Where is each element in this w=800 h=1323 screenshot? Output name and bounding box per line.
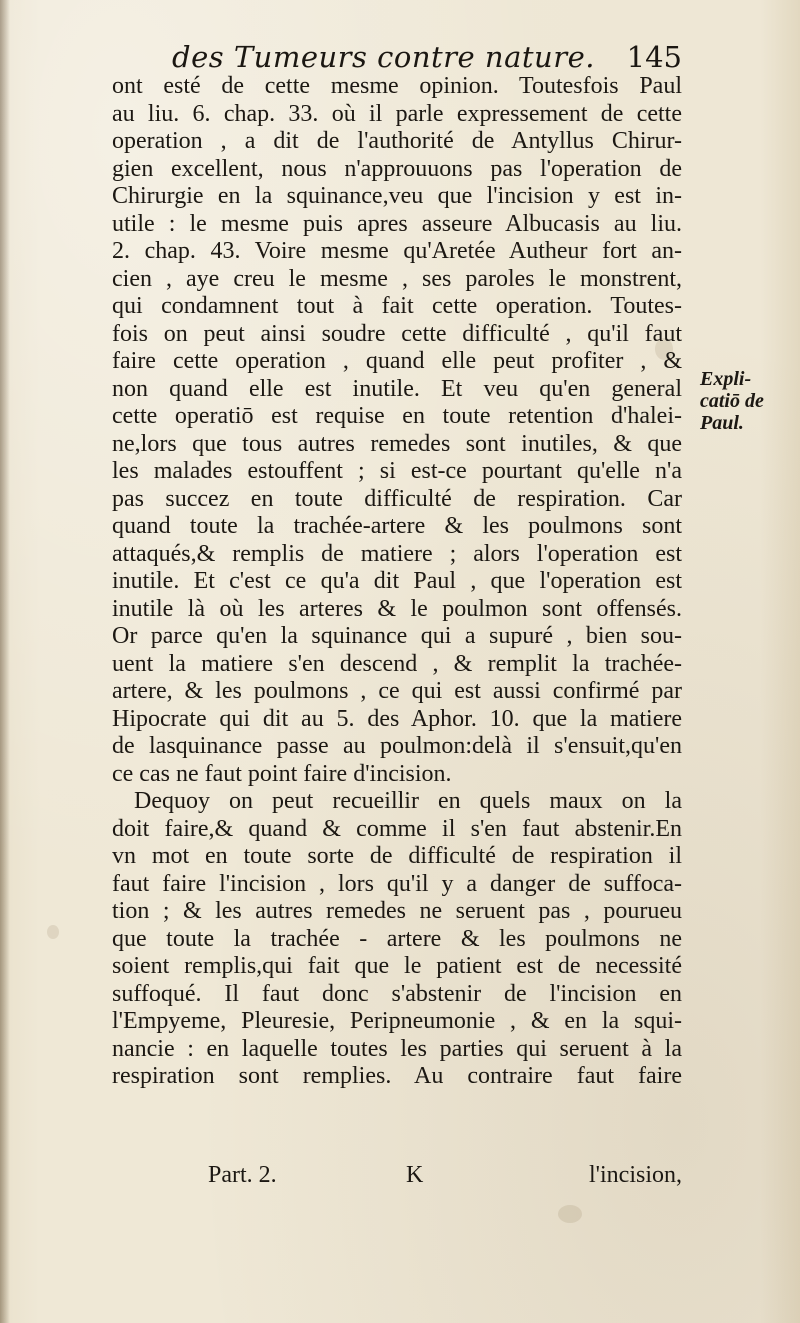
text-line: artere, & les poulmons , ce qui est aussi confirmé par — [112, 678, 682, 704]
running-title: des Tumeurs contre nature. — [172, 40, 595, 74]
text-line: cien , aye creu le mesme , ses paroles le monstrent, — [112, 265, 682, 292]
text-line: uent la matiere s'en descend , & remplit la trachée- — [112, 650, 682, 677]
page-header — [100, 40, 690, 76]
text-line: que toute la trachée - artere & les poulmons ne — [112, 925, 682, 952]
text-line: respiration sont remplies. Au contraire faut faire — [112, 1063, 682, 1089]
margin-note-line: Expli- — [700, 368, 752, 390]
text-line: attaqués,& remplis de matiere ; alors l'operation est — [112, 540, 682, 567]
text-line: cette operatiō est requise en toute retention d'halei- — [112, 403, 682, 429]
binding-shadow — [0, 0, 10, 1323]
text-line: de lasquinance passe au poulmon:delà il s'ensuit,qu'en — [112, 733, 682, 759]
text-line: inutile. Et c'est ce qu'a dit Paul , que l'operation est — [112, 568, 682, 594]
catchword: l'incision, — [589, 1162, 682, 1188]
text-line: pas succez en toute difficulté de respiration. Car — [112, 485, 682, 512]
paper-stain — [47, 925, 59, 939]
text-line: ne,lors que tous autres remedes sont inutiles, & que — [112, 430, 682, 457]
margin-note — [700, 368, 780, 434]
page-number: 145 — [626, 40, 682, 74]
text-line: tion ; & les autres remedes ne seruent pas , pourueu — [112, 898, 682, 924]
text-line: qui condamnent tout à fait cette operation. Toutes- — [112, 293, 682, 319]
text-line: nancie : en laquelle toutes les parties qui seruent à la — [112, 1035, 682, 1062]
text-line: non quand elle est inutile. Et veu qu'en general — [112, 375, 682, 402]
margin-note-line: Paul. — [700, 412, 744, 434]
sheet-mark: K — [406, 1162, 424, 1188]
signature-mark: Part. 2. — [208, 1162, 277, 1188]
text-line: ont esté de cette mesme opinion. Toutesfois Paul — [112, 73, 682, 99]
text-line: ce cas ne faut point faire d'incision. — [112, 760, 452, 787]
text-line: Hipocrate qui dit au 5. des Aphor. 10. que la matiere — [112, 705, 682, 732]
text-line: utile : le mesme puis apres asseure Albucasis au liu. — [112, 210, 682, 237]
text-line: Chirurgie en la squinance,veu que l'incision y est in- — [112, 183, 682, 209]
text-line: inutile là où les arteres & le poulmon sont offensés. — [112, 595, 682, 622]
text-line: Dequoy on peut recueillir en quels maux on la — [134, 788, 682, 814]
text-line: soient remplis,qui fait que le patient est de necessité — [112, 953, 682, 979]
margin-note-line: catiō de — [700, 390, 764, 412]
text-line: faire cette operation , quand elle peut profiter , & — [112, 348, 682, 374]
text-line: vn mot en toute sorte de difficulté de respiration il — [112, 843, 682, 869]
text-line: fois on peut ainsi soudre cette difficulté , qu'il faut — [112, 320, 682, 347]
text-line: l'Empyeme, Pleuresie, Peripneumonie , & en la squi- — [112, 1008, 682, 1034]
text-line: doit faire,& quand & comme il s'en faut abstenir.En — [112, 815, 682, 842]
text-line: quand toute la trachée-artere & les poulmons sont — [112, 513, 682, 539]
text-line: faut faire l'incision , lors qu'il y a danger de suffoca- — [112, 870, 682, 897]
text-line: au liu. 6. chap. 33. où il parle expressement de cette — [112, 100, 682, 127]
text-line: gien excellent, nous n'approuuons pas l'operation de — [112, 155, 682, 182]
body-text — [112, 73, 682, 1091]
text-line: les malades estouffent ; si est-ce pourtant qu'elle n'a — [112, 458, 682, 484]
text-line: Or parce qu'en la squinance qui a supuré , bien sou- — [112, 623, 682, 649]
text-line: operation , a dit de l'authorité de Antyllus Chirur- — [112, 128, 682, 154]
text-line: suffoqué. Il faut donc s'abstenir de l'incision en — [112, 980, 682, 1007]
text-line: 2. chap. 43. Voire mesme qu'Aretée Autheur fort an- — [112, 238, 682, 264]
paper-stain — [558, 1205, 582, 1223]
page-footer — [110, 1162, 682, 1192]
